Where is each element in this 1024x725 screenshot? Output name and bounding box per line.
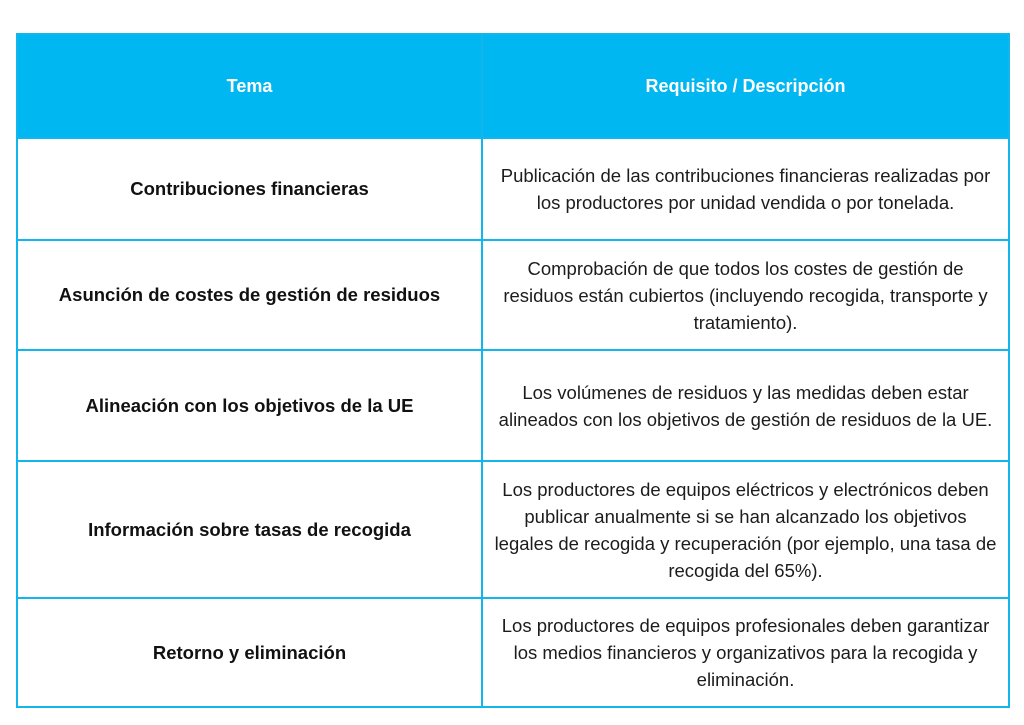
description-cell: Los productores de equipos profesionales deben garantizar los medios financieros y organizativos para la recogida y eliminación. [482, 598, 1009, 707]
description-cell: Los volúmenes de residuos y las medidas deben estar alineados con los objetivos de gestión de residuos de la UE. [482, 350, 1009, 461]
topic-cell: Asunción de costes de gestión de residuos [17, 240, 482, 350]
table-row [17, 350, 1009, 461]
table-body [17, 138, 1009, 707]
topic-cell: Información sobre tasas de recogida [17, 461, 482, 598]
table-row [17, 240, 1009, 350]
header-row [17, 34, 1009, 138]
table-header [17, 34, 1009, 138]
description-cell: Publicación de las contribuciones financieras realizadas por los productores por unidad vendida o por tonelada. [482, 138, 1009, 240]
table-row [17, 138, 1009, 240]
table-row [17, 461, 1009, 598]
description-cell: Comprobación de que todos los costes de gestión de residuos están cubiertos (incluyendo recogida, transporte y tratamiento). [482, 240, 1009, 350]
table-row [17, 598, 1009, 707]
topic-cell: Alineación con los objetivos de la UE [17, 350, 482, 461]
requirements-table [16, 33, 1010, 708]
header-topic: Tema [17, 34, 482, 138]
description-cell: Los productores de equipos eléctricos y electrónicos deben publicar anualmente si se han alcanzado los objetivos legales de recogida y recuperación (por ejemplo, una tasa de recogida del 65%). [482, 461, 1009, 598]
header-description: Requisito / Descripción [482, 34, 1009, 138]
topic-cell: Contribuciones financieras [17, 138, 482, 240]
topic-cell: Retorno y eliminación [17, 598, 482, 707]
